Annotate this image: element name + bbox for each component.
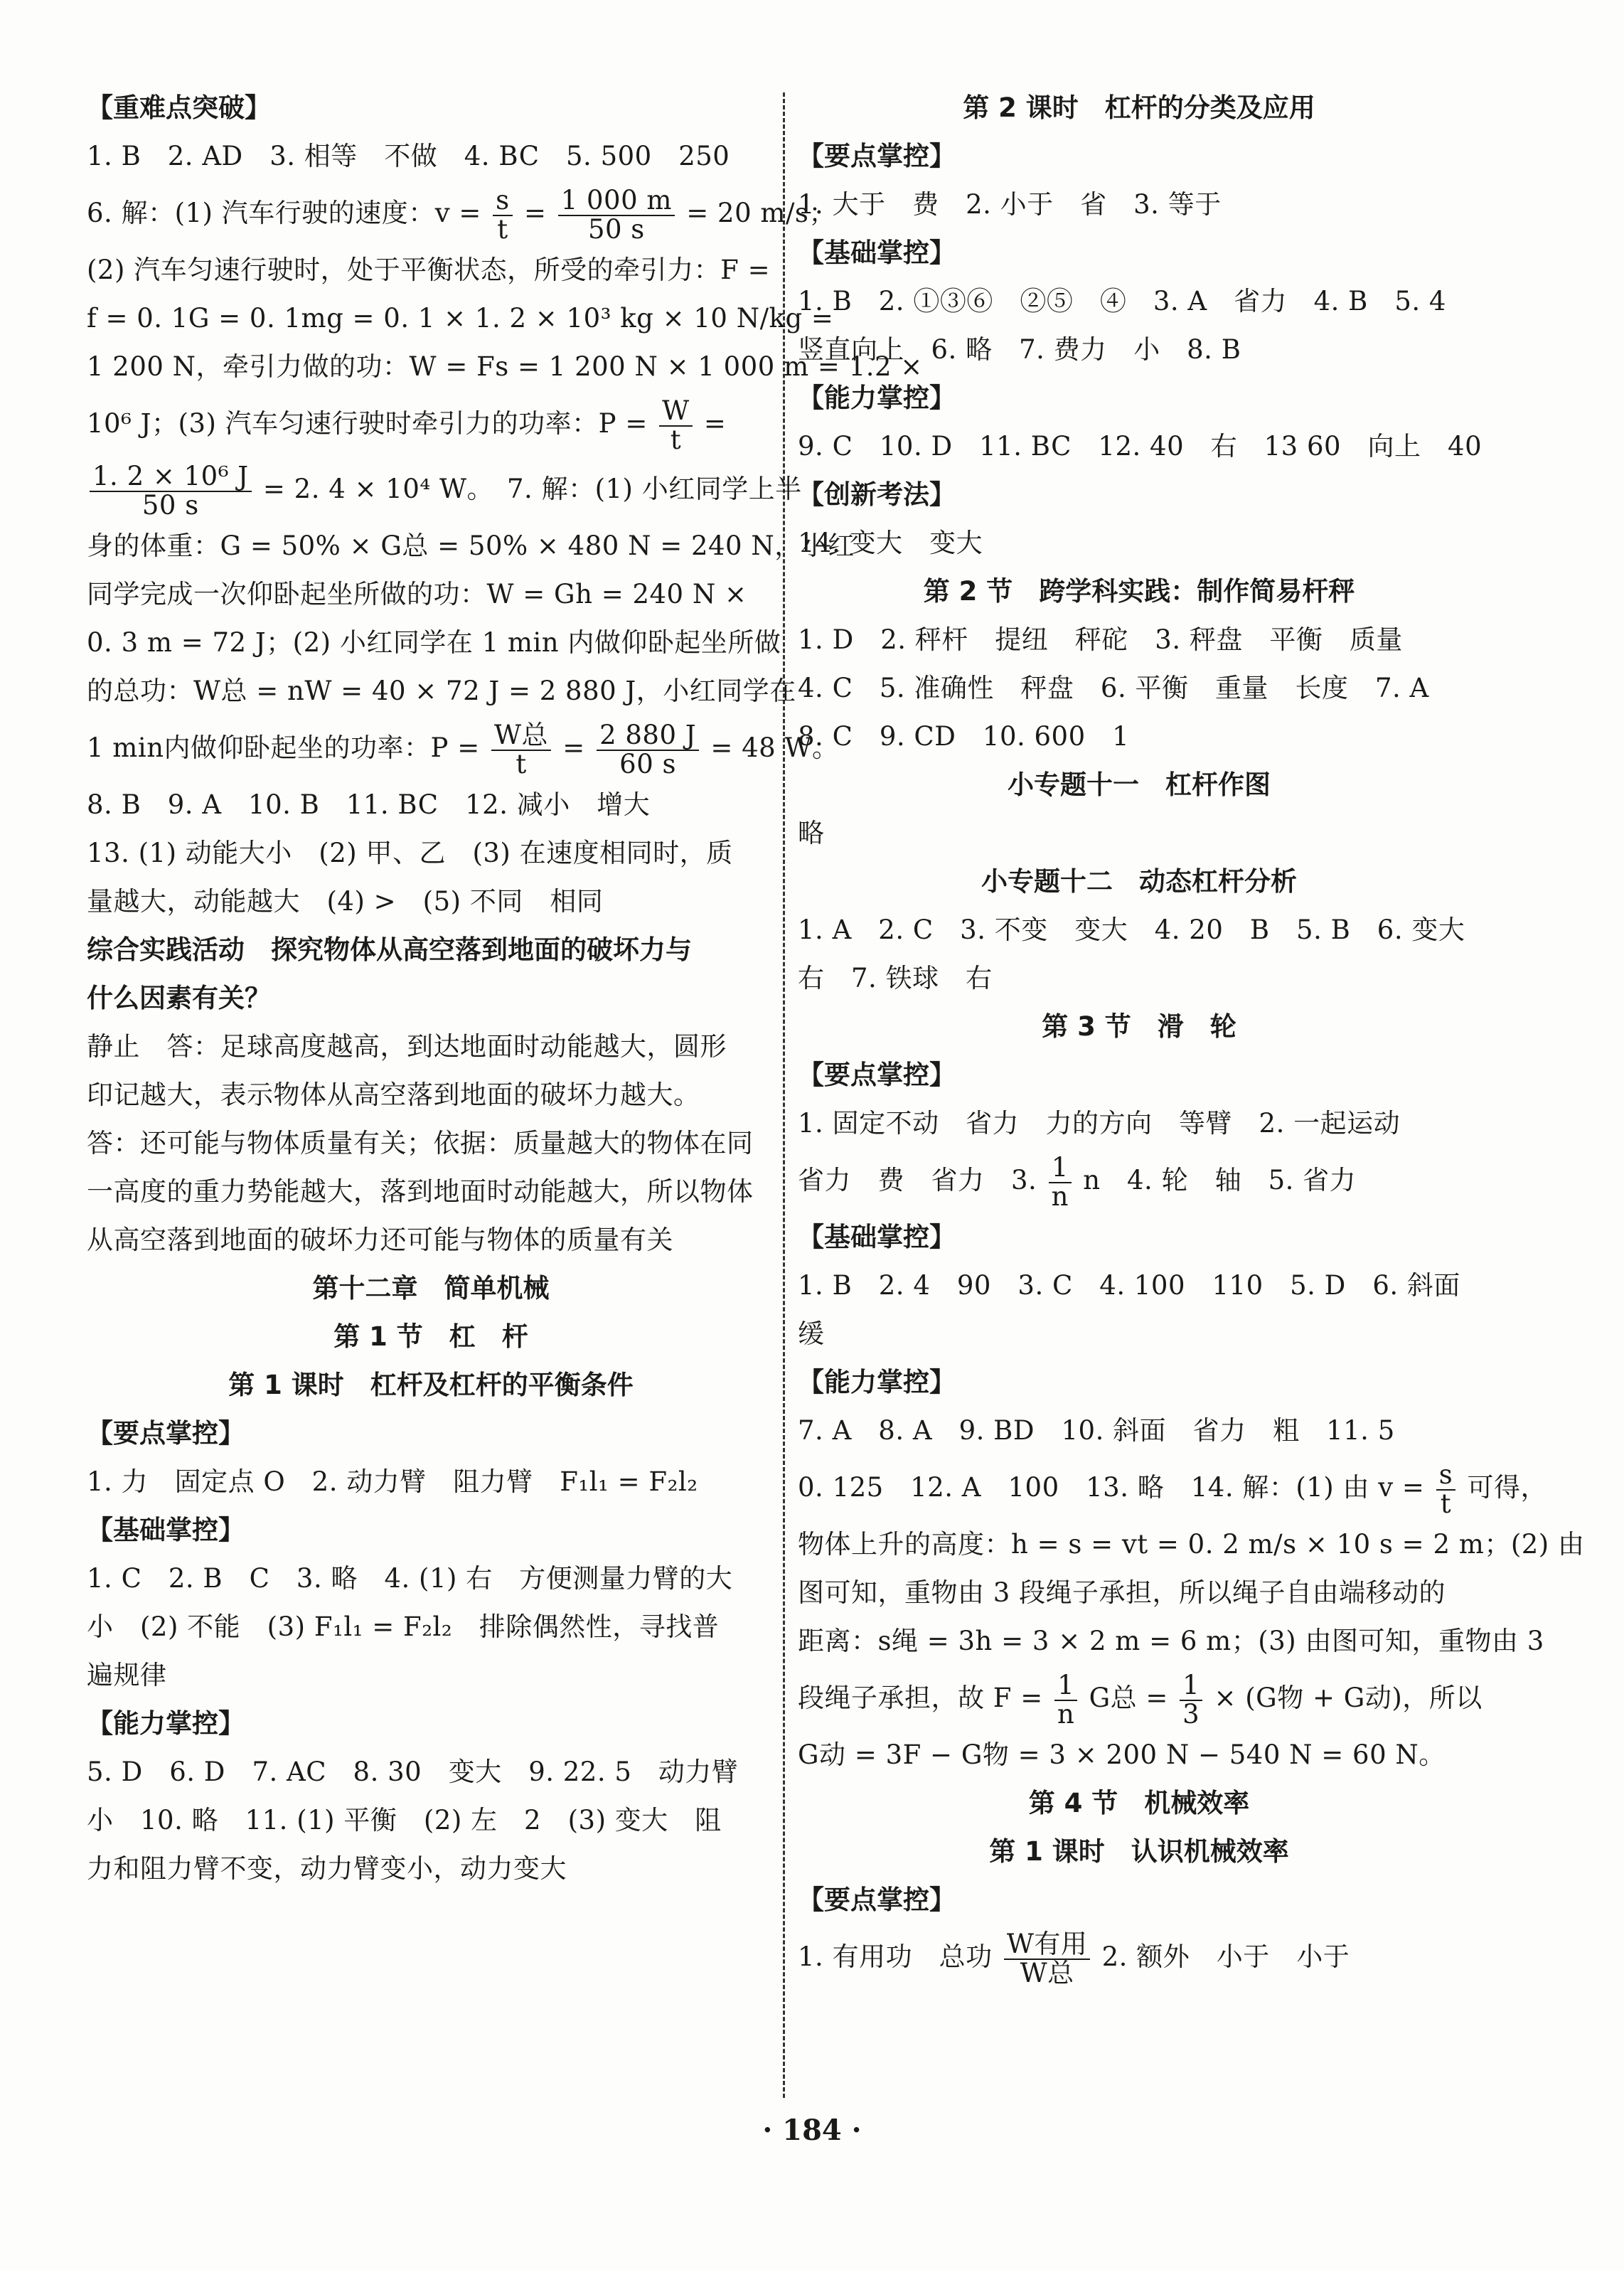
answer-line: 8. B 9. A 10. B 11. BC 12. 减小 增大 [87,789,651,820]
answer-line: 6. 解：(1) 汽车行驶的速度：v = $\frac{s}{t}$ = $\frac{1 000 m}{50 s}$ = 20 m/s； [87,184,835,245]
answer-line: 7. A 8. A 9. BD 10. 斜面 省力 粗 11. 5 [798,1415,1395,1446]
section-heading: 【能力掌控】 [87,1708,245,1739]
answer-line: 1. 有用功 总功 $\frac{\text{W有用}}{\text{W总}}$ 2. 额外 小于 小于 [798,1928,1350,1988]
section-heading: 【能力掌控】 [798,1367,956,1397]
fraction: $\frac{1 000 m}{50 s}$ [558,187,675,244]
answer-line: 1. C 2. B C 3. 略 4. (1) 右 方便测量力臂的大 [87,1563,733,1594]
answer-line: 1. A 2. C 3. 不变 变大 4. 20 B 5. B 6. 变大 [798,915,1465,945]
answer-line: 10⁶ J；(3) 汽车匀速行驶时牵引力的功率：P = $\frac{W}{t}$ = [87,395,727,455]
answer-line: 静止 答：足球高度越高，到达地面时动能越大，圆形 [87,1031,727,1062]
answer-line: 1. D 2. 秤杆 提纽 秤砣 3. 秤盘 平衡 质量 [798,624,1403,655]
section-title: 第 3 节 滑 轮 [1042,1011,1236,1042]
answer-line: 小 (2) 不能 (3) F₁l₁ = F₂l₂ 排除偶然性，寻找普 [87,1611,720,1642]
answer-line: 竖直向上 6. 略 7. 费力 小 8. B [798,334,1241,365]
answer-line: 距离：s绳 = 3h = 3 × 2 m = 6 m；(3) 由图可知，重物由 3 [798,1626,1544,1656]
answer-line: 小 10. 略 11. (1) 平衡 (2) 左 2 (3) 变大 阻 [87,1805,722,1835]
lesson-title: 第 2 课时 杠杆的分类及应用 [963,92,1315,123]
answer-line: 14. 变大 变大 [798,528,983,558]
answer-line: 0. 125 12. A 100 13. 略 14. 解：(1) 由 v = $\frac{s}{t}$ 可得， [798,1459,1547,1519]
answer-line: 1 200 N，牵引力做的功：W = Fs = 1 200 N × 1 000 m = 1.2 × [87,351,923,382]
answer-line: 5. D 6. D 7. AC 8. 30 变大 9. 22. 5 动力臂 [87,1757,739,1787]
answer-line: 缓 [798,1318,825,1349]
section-title: 第 2 节 跨学科实践：制作简易杆秤 [923,576,1355,607]
fraction: $\frac{1}{3}$ [1180,1672,1202,1729]
section-heading: 【能力掌控】 [798,383,956,413]
answer-line: 同学完成一次仰卧起坐所做的功：W = Gh = 240 N × [87,579,747,609]
answer-line: 1. B 2. ①③⑥ ②⑤ ④ 3. A 省力 4. B 5. 4 [798,286,1446,316]
section-heading: 【创新考法】 [798,479,956,510]
fraction: $\frac{1}{n}$ [1054,1672,1077,1729]
fraction: $\frac{W}{t}$ [659,398,693,454]
lesson-title: 第 1 课时 杠杆及杠杆的平衡条件 [228,1370,634,1400]
answer-line: 答：还可能与物体质量有关；依据：质量越大的物体在同 [87,1128,754,1158]
answer-line: 物体上升的高度：h = s = vt = 0. 2 m/s × 10 s = 2 m；(2) 由 [798,1529,1585,1560]
answer-line: 力和阻力臂不变，动力臂变小，动力变大 [87,1853,567,1884]
fraction: $\frac{s}{t}$ [493,187,513,244]
fraction: $\frac{2 880 J}{60 s}$ [597,722,699,779]
topic-title: 小专题十二 动态杠杆分析 [981,866,1297,897]
answer-line: 量越大，动能越大 (4) > (5) 不同 相同 [87,886,604,917]
answer-line: $\frac{\text{1. 2 × 10⁶ J}}{50 s}$ = 2. 4 × 10⁴ W。 7. 解：(1) 小红同学上半 [87,457,775,522]
section-heading: 【要点掌控】 [87,1418,245,1449]
column-divider [783,92,785,2098]
right-column [798,84,1585,1990]
answer-line: 9. C 10. D 11. BC 12. 40 右 13 60 向上 40 [798,431,1483,462]
answer-line: 图可知，重物由 3 段绳子承担，所以绳子自由端移动的 [798,1577,1446,1608]
section-heading: 【基础掌控】 [798,238,956,268]
fraction: $\frac{\text{W总}}{t}$ [491,722,551,779]
answer-line: 印记越大，表示物体从高空落到地面的破坏力越大。 [87,1080,700,1110]
answer-line: f = 0. 1G = 0. 1mg = 0. 1 × 1. 2 × 10³ kg × 10 N/kg = [87,303,834,334]
answer-line: 一高度的重力势能越大，落到地面时动能越大，所以物体 [87,1176,754,1207]
answer-line: 段绳子承担，故 F = $\frac{1}{n}$ G总 = $\frac{1}{3}$ × (G物 + G动)，所以 [798,1669,1483,1730]
section-heading: 【要点掌控】 [798,1885,956,1915]
answer-line: 1 min内做仰卧起坐的功率：P = $\frac{\text{W总}}{t}$ = $\frac{2 880 J}{60 s}$ = 48 W。 [87,719,839,779]
answer-line: 遍规律 [87,1660,167,1690]
answer-line: 0. 3 m = 72 J；(2) 小红同学在 1 min 内做仰卧起坐所做 [87,627,781,658]
fraction: $\frac{\text{W有用}}{\text{W总}}$ [1004,1931,1091,1988]
answer-line: 略 [798,818,825,848]
topic-title: 小专题十一 杠杆作图 [1008,769,1271,800]
answer-line: 1. 力 固定点 O 2. 动力臂 阻力臂 F₁l₁ = F₂l₂ [87,1466,698,1497]
answer-line: 1. 大于 费 2. 小于 省 3. 等于 [798,189,1222,220]
section-heading: 【要点掌控】 [798,1060,956,1090]
fraction: $\frac{s}{t}$ [1436,1461,1456,1518]
page-number: · 184 · [762,2114,862,2147]
answer-line: 右 7. 铁球 右 [798,963,993,993]
answer-line: 1. 固定不动 省力 力的方向 等臂 2. 一起运动 [798,1108,1401,1139]
section-heading: 【基础掌控】 [798,1222,956,1252]
answer-line: 从高空落到地面的破坏力还可能与物体的质量有关 [87,1225,673,1255]
chapter-title: 第十二章 简单机械 [312,1273,550,1304]
answer-line: 的总功：W总 = nW = 40 × 72 J = 2 880 J，小红同学在 [87,676,796,706]
answer-line: 4. C 5. 准确性 秤盘 6. 平衡 重量 长度 7. A [798,673,1429,703]
answer-line: 1. B 2. AD 3. 相等 不做 4. BC 5. 500 250 [87,141,730,171]
fraction: $\frac{\text{1. 2 × 10⁶ J}}{50 s}$ [90,463,252,520]
lesson-title: 第 1 课时 认识机械效率 [989,1836,1289,1867]
activity-heading: 什么因素有关？ [87,983,271,1013]
answer-line: 身的体重：G = 50% × G总 = 50% × 480 N = 240 N，小红 [87,531,855,561]
answer-line: 13. (1) 动能大小 (2) 甲、乙 (3) 在速度相同时，质 [87,838,733,868]
section-heading: 【要点掌控】 [798,141,956,171]
answer-line: 8. C 9. CD 10. 600 1 [798,721,1130,752]
answer-line: G动 = 3F − G物 = 3 × 200 N − 540 N = 60 N。 [798,1739,1446,1770]
activity-heading: 综合实践活动 探究物体从高空落到地面的破坏力与 [87,934,692,965]
section-heading: 【重难点突破】 [87,92,271,123]
fraction: $\frac{1}{n}$ [1049,1154,1072,1211]
section-title: 第 4 节 机械效率 [1028,1788,1250,1818]
answer-line: 1. B 2. 4 90 3. C 4. 100 110 5. D 6. 斜面 [798,1270,1460,1301]
answer-line: 省力 费 省力 3. $\frac{1}{n}$ n 4. 轮 轴 5. 省力 [798,1151,1357,1212]
section-title: 第 1 节 杠 杆 [333,1321,528,1352]
section-heading: 【基础掌控】 [87,1515,245,1545]
answer-line: (2) 汽车匀速行驶时，处于平衡状态，所受的牵引力：F = [87,255,771,285]
